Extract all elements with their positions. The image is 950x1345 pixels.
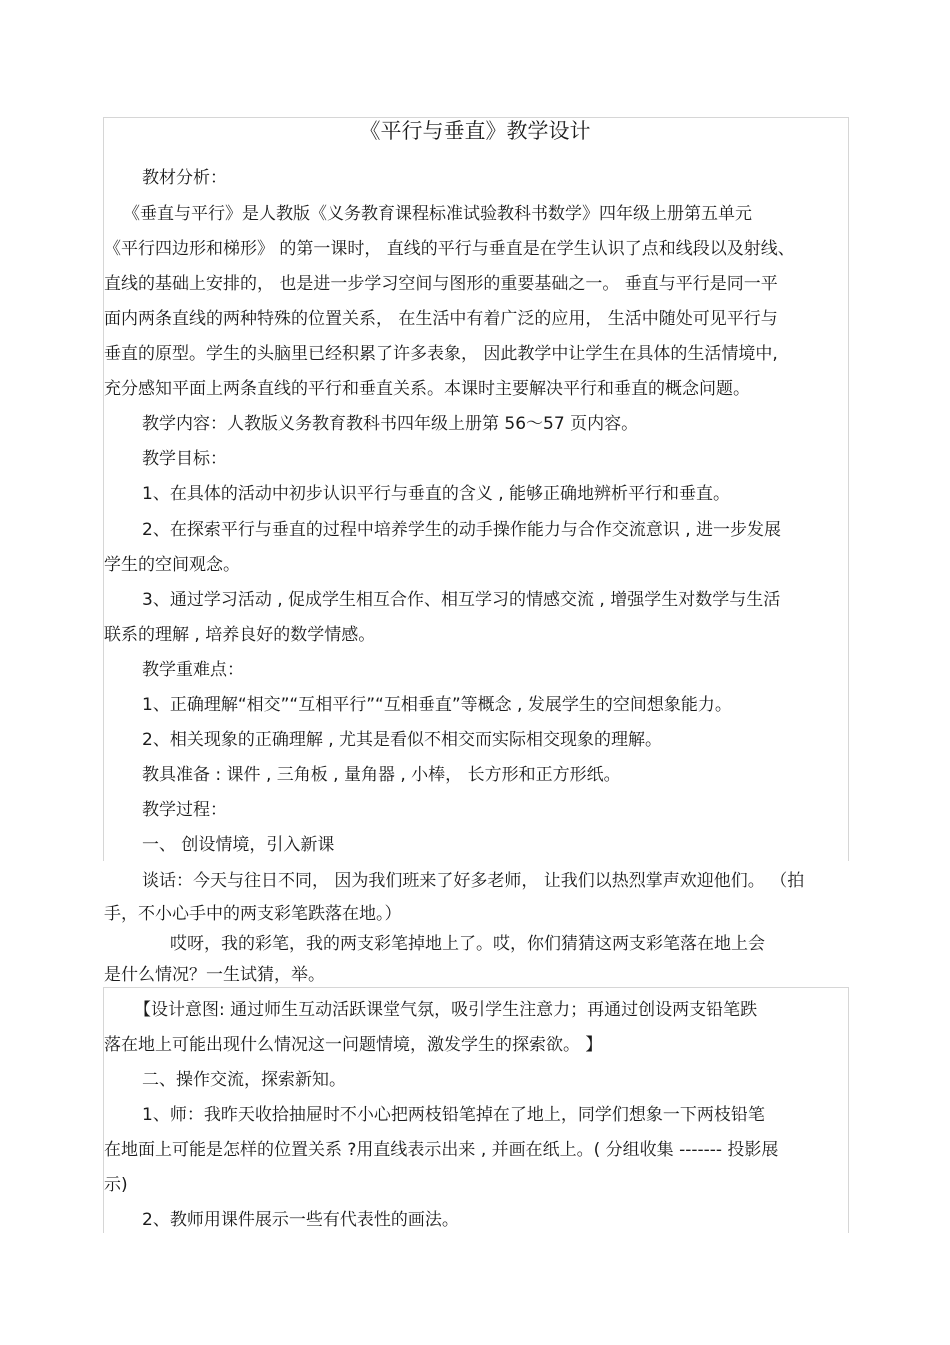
text-line: 【设计意图: 通过师生互动活跃课堂气氛，吸引学生注意力；再通过创设两支铅笔跌 <box>134 1000 758 1020</box>
text-line: 一、 创设情境，引入新课 <box>142 835 335 855</box>
text-line: 落在地上可能出现什么情况这一问题情境，激发学生的探索欲。 】 <box>104 1035 603 1055</box>
text-line: 教学内容：人教版义务教育教科书四年级上册第 56～57 页内容。 <box>142 414 639 434</box>
text-line: 教学目标： <box>142 449 227 469</box>
text-line: 手，不小心手中的两支彩笔跌落在地。） <box>104 904 402 924</box>
text-line: 谈话：今天与往日不同， 因为我们班来了好多老师， 让我们以热烈掌声欢迎他们。 （拍 <box>142 871 805 891</box>
text-line: 示) <box>104 1175 128 1195</box>
text-line: 《平行四边形和梯形》 的第一课时， 直线的平行与垂直是在学生认识了点和线段以及射线、 <box>104 239 795 259</box>
text-line: 直线的基础上安排的， 也是进一步学习空间与图形的重要基础之一。 垂直与平行是同一平 <box>104 274 778 294</box>
text-line: 面内两条直线的两种特殊的位置关系， 在生活中有着广泛的应用， 生活中随处可见平行与 <box>104 309 778 329</box>
text-line: 二、操作交流，探索新知。 <box>142 1070 346 1090</box>
text-line: 1、正确理解“相交”“互相平行”“互相垂直”等概念 , 发展学生的空间想象能力。 <box>142 695 732 715</box>
text-line: 《垂直与平行》是人教版《义务教育课程标准试验教科书数学》四年级上册第五单元 <box>123 204 752 224</box>
document-title: 《平行与垂直》教学设计 <box>359 119 591 143</box>
text-line: 联系的理解 , 培养良好的数学情感。 <box>104 625 376 645</box>
text-line: 2、教师用课件展示一些有代表性的画法。 <box>142 1210 459 1230</box>
text-line: 教学重难点： <box>142 660 244 680</box>
text-line: 学生的空间观念。 <box>104 555 240 575</box>
text-line: 教学过程： <box>142 800 227 820</box>
text-line: 3、通过学习活动 , 促成学生相互合作、相互学习的情感交流 , 增强学生对数学与生活 <box>142 590 781 610</box>
text-line: 哎呀，我的彩笔，我的两支彩笔掉地上了。哎，你们猜猜这两支彩笔落在地上会 <box>170 934 765 954</box>
text-line: 垂直的原型。学生的头脑里已经积累了许多表象， 因此教学中让学生在具体的生活情境中, <box>104 344 778 364</box>
text-line: 在地面上可能是怎样的位置关系 ?用直线表示出来 , 并画在纸上。( 分组收集 ------- 投影展 <box>104 1140 779 1160</box>
text-line: 教具准备 : 课件 , 三角板 , 量角器 , 小棒， 长方形和正方形纸。 <box>142 765 621 785</box>
text-line: 教材分析： <box>142 168 227 188</box>
text-line: 是什么情况？一生试猜，举。 <box>104 965 325 985</box>
text-line: 2、相关现象的正确理解 , 尤其是看似不相交而实际相交现象的理解。 <box>142 730 663 750</box>
text-line: 充分感知平面上两条直线的平行和垂直关系。本课时主要解决平行和垂直的概念问题。 <box>104 379 750 399</box>
text-line: 2、在探索平行与垂直的过程中培养学生的动手操作能力与合作交流意识 , 进一步发展 <box>142 520 782 540</box>
text-line: 1、师：我昨天收拾抽屉时不小心把两枝铅笔掉在了地上，同学们想象一下两枝铅笔 <box>142 1105 765 1125</box>
text-line: 1、在具体的活动中初步认识平行与垂直的含义 , 能够正确地辨析平行和垂直。 <box>142 484 731 504</box>
